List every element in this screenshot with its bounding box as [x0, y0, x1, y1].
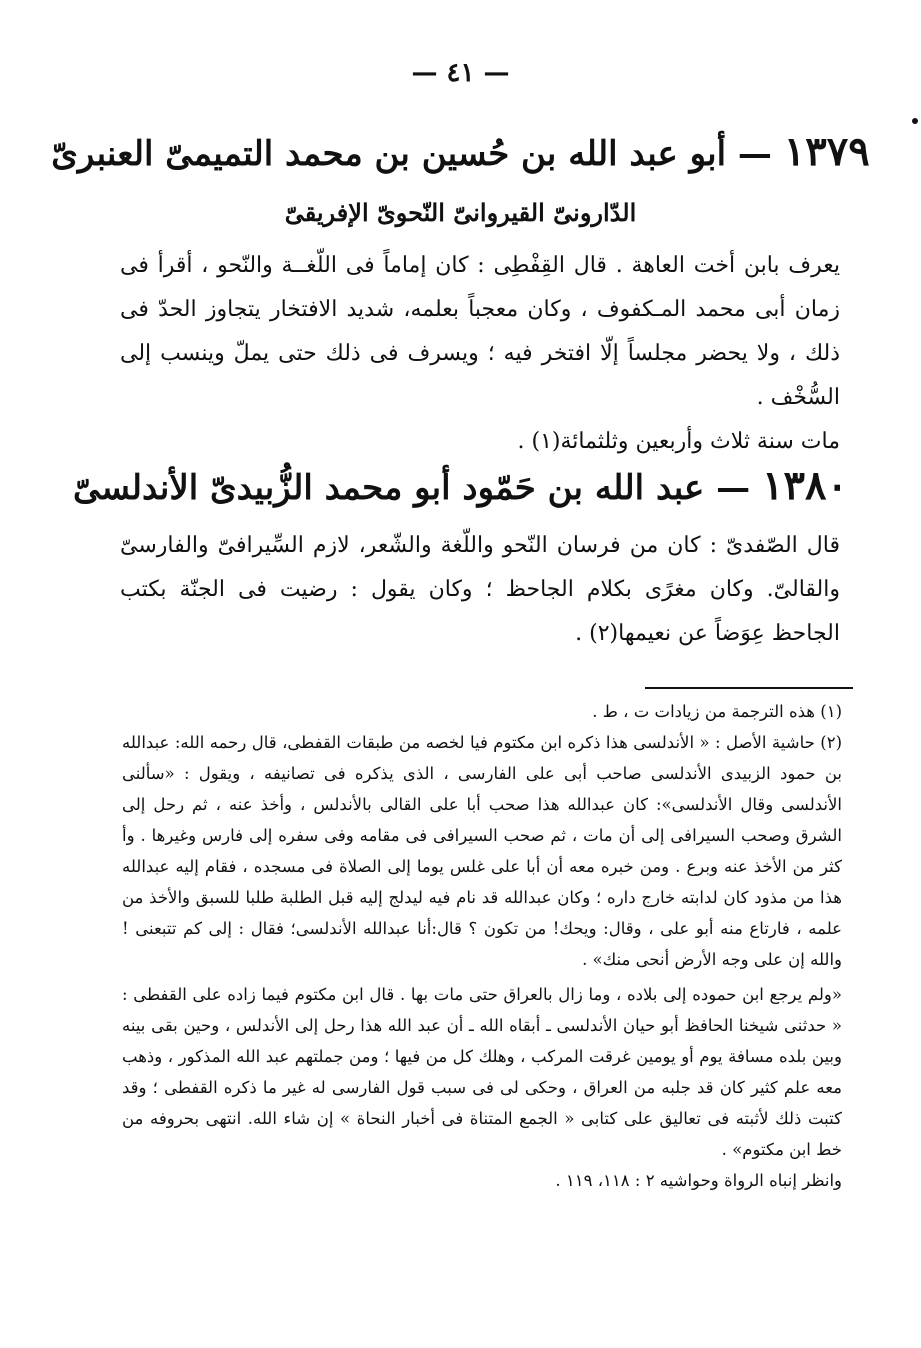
footnote: (٢) حاشية الأصل : « الأندلسى هذا ذكره ابن مكتوم فيا لخصه من طبقات القفطى، قال رحمه الله: عبدالله بن حمود الزبيدى الأندلسى صاحب أبى على الفارسى ، الذى يذكره فى تصانيفه ، ويقول : «سألنى الأندلسى وقال الأندلسى»: كان عبدالله هذا صحب أبا على القالى بالأندلس ، وأخذ عنه ، ثم رحل إلى الشرق وصحب السيرافى إلى أن مات ، ثم صحب السيرافى فى مقامه وفى سفره إلى فارس وغيرها . وأ كثر من الأخذ عنه وبرع . ومن خبره معه أن أبا على غلس يوما إلى الصلاة فى مسجده ، فقام إليه عبدالله هذا من مذود كان لدابته خارج داره ؛ وكان عبدالله قد نام فيه ليدلج إليه قبل الطلبة طلبا للسبق والأخذ من علمه ، فارتاع منه أبو على ، وقال: ويحك! من تكون ؟ قال:أنا عبدالله الأندلسى؛ فقال : إلى كم تتبعنى ! والله إن على وجه الأرض أنحى منك» . — [122, 733, 842, 969]
entry-dash: — — [726, 134, 784, 174]
entry-paragraph: قال الصّفدىّ : كان من فرسان النّحو واللّغة والشّعر، لازم السِّيرافىّ والفارسىّ والقالىّ. وكان مغرًى بكلام الجاحظ ؛ وكان يقول : رضيت فى الجنّة بكتب الجاحظ عِوَضاً عن نعيمها(٢) . — [120, 533, 840, 646]
footnote-reference: وانظر إنباه الرواة وحواشيه ٢ : ١١٨، ١١٩ . — [555, 1171, 842, 1190]
edge-mark — [912, 118, 918, 124]
entry-paragraph: يعرف بابن أخت العاهة . قال القِفْطِى : كان إماماً فى اللّغــة والنّحو ، أقرأ فى زمان أبى محمد المـكفوف ، وكان معجباً بعلمه، شديد الافتخار يتجاوز الحدّ فى ذلك ، ولا يحضر مجلساً إلّا افتخر فيه ؛ ويسرف فى ذلك حتى يملّ وينسب إلى السُّخْف . — [120, 253, 840, 410]
entry-paragraph: مات سنة ثلاث وأربعين وثلثمائة(١) . — [517, 429, 840, 454]
entry-dash: — — [704, 468, 763, 508]
footnote-divider — [645, 687, 853, 689]
entry-number: ١٣٨٠ — [762, 462, 848, 509]
entry-number: ١٣٧٩ — [783, 128, 870, 175]
entry-heading-1379 — [0, 128, 921, 178]
entry-name: عبد الله بن حَمّود أبو محمد الزُّبيدىّ الأندلسىّ — [73, 468, 705, 508]
footnote: (١) هذه الترجمة من زيادات ت ، ط . — [592, 702, 842, 721]
entry-body-1379 — [120, 244, 840, 464]
page-number: — ٤١ — — [411, 58, 510, 88]
entry-body-1380 — [120, 524, 840, 656]
entry-name: أبو عبد الله بن حُسين بن محمد التميمىّ العنبرىّ — [51, 134, 727, 174]
footnotes — [122, 696, 842, 1196]
footnote-continuation: «ولم يرجع ابن حموده إلى بلاده ، وما زال بالعراق حتى مات بها . قال ابن مكتوم فيما زاده على القفطى : « حدثنى شيخنا الحافظ أبو حيان الأندلسى ـ أبقاه الله ـ أن عبد الله هذا رحل إلى الأندلس ، وحين بقى بينه وبين بلده مسافة يوم أو يومين غرقت المركب ، وهلك كل من فيها ؛ ومن جملتهم عبد الله المذكور ، وذهب معه علم كثير كان قد جلبه من العراق ، وحكى لى فى سبب قول الفارسى له غير ما ذكره القفطى ؛ وقد كتبت ذلك لأثبته فى تعاليق على كتابى « الجمع المتناة فى أخبار النحاة » إن شاء الله. انتهى بحروفه من خط ابن مكتوم» . — [122, 985, 842, 1159]
entry-heading-1380 — [0, 462, 921, 512]
entry-subtitle: الدّارونىّ القيروانىّ النّحوىّ الإفريقىّ — [284, 198, 637, 227]
